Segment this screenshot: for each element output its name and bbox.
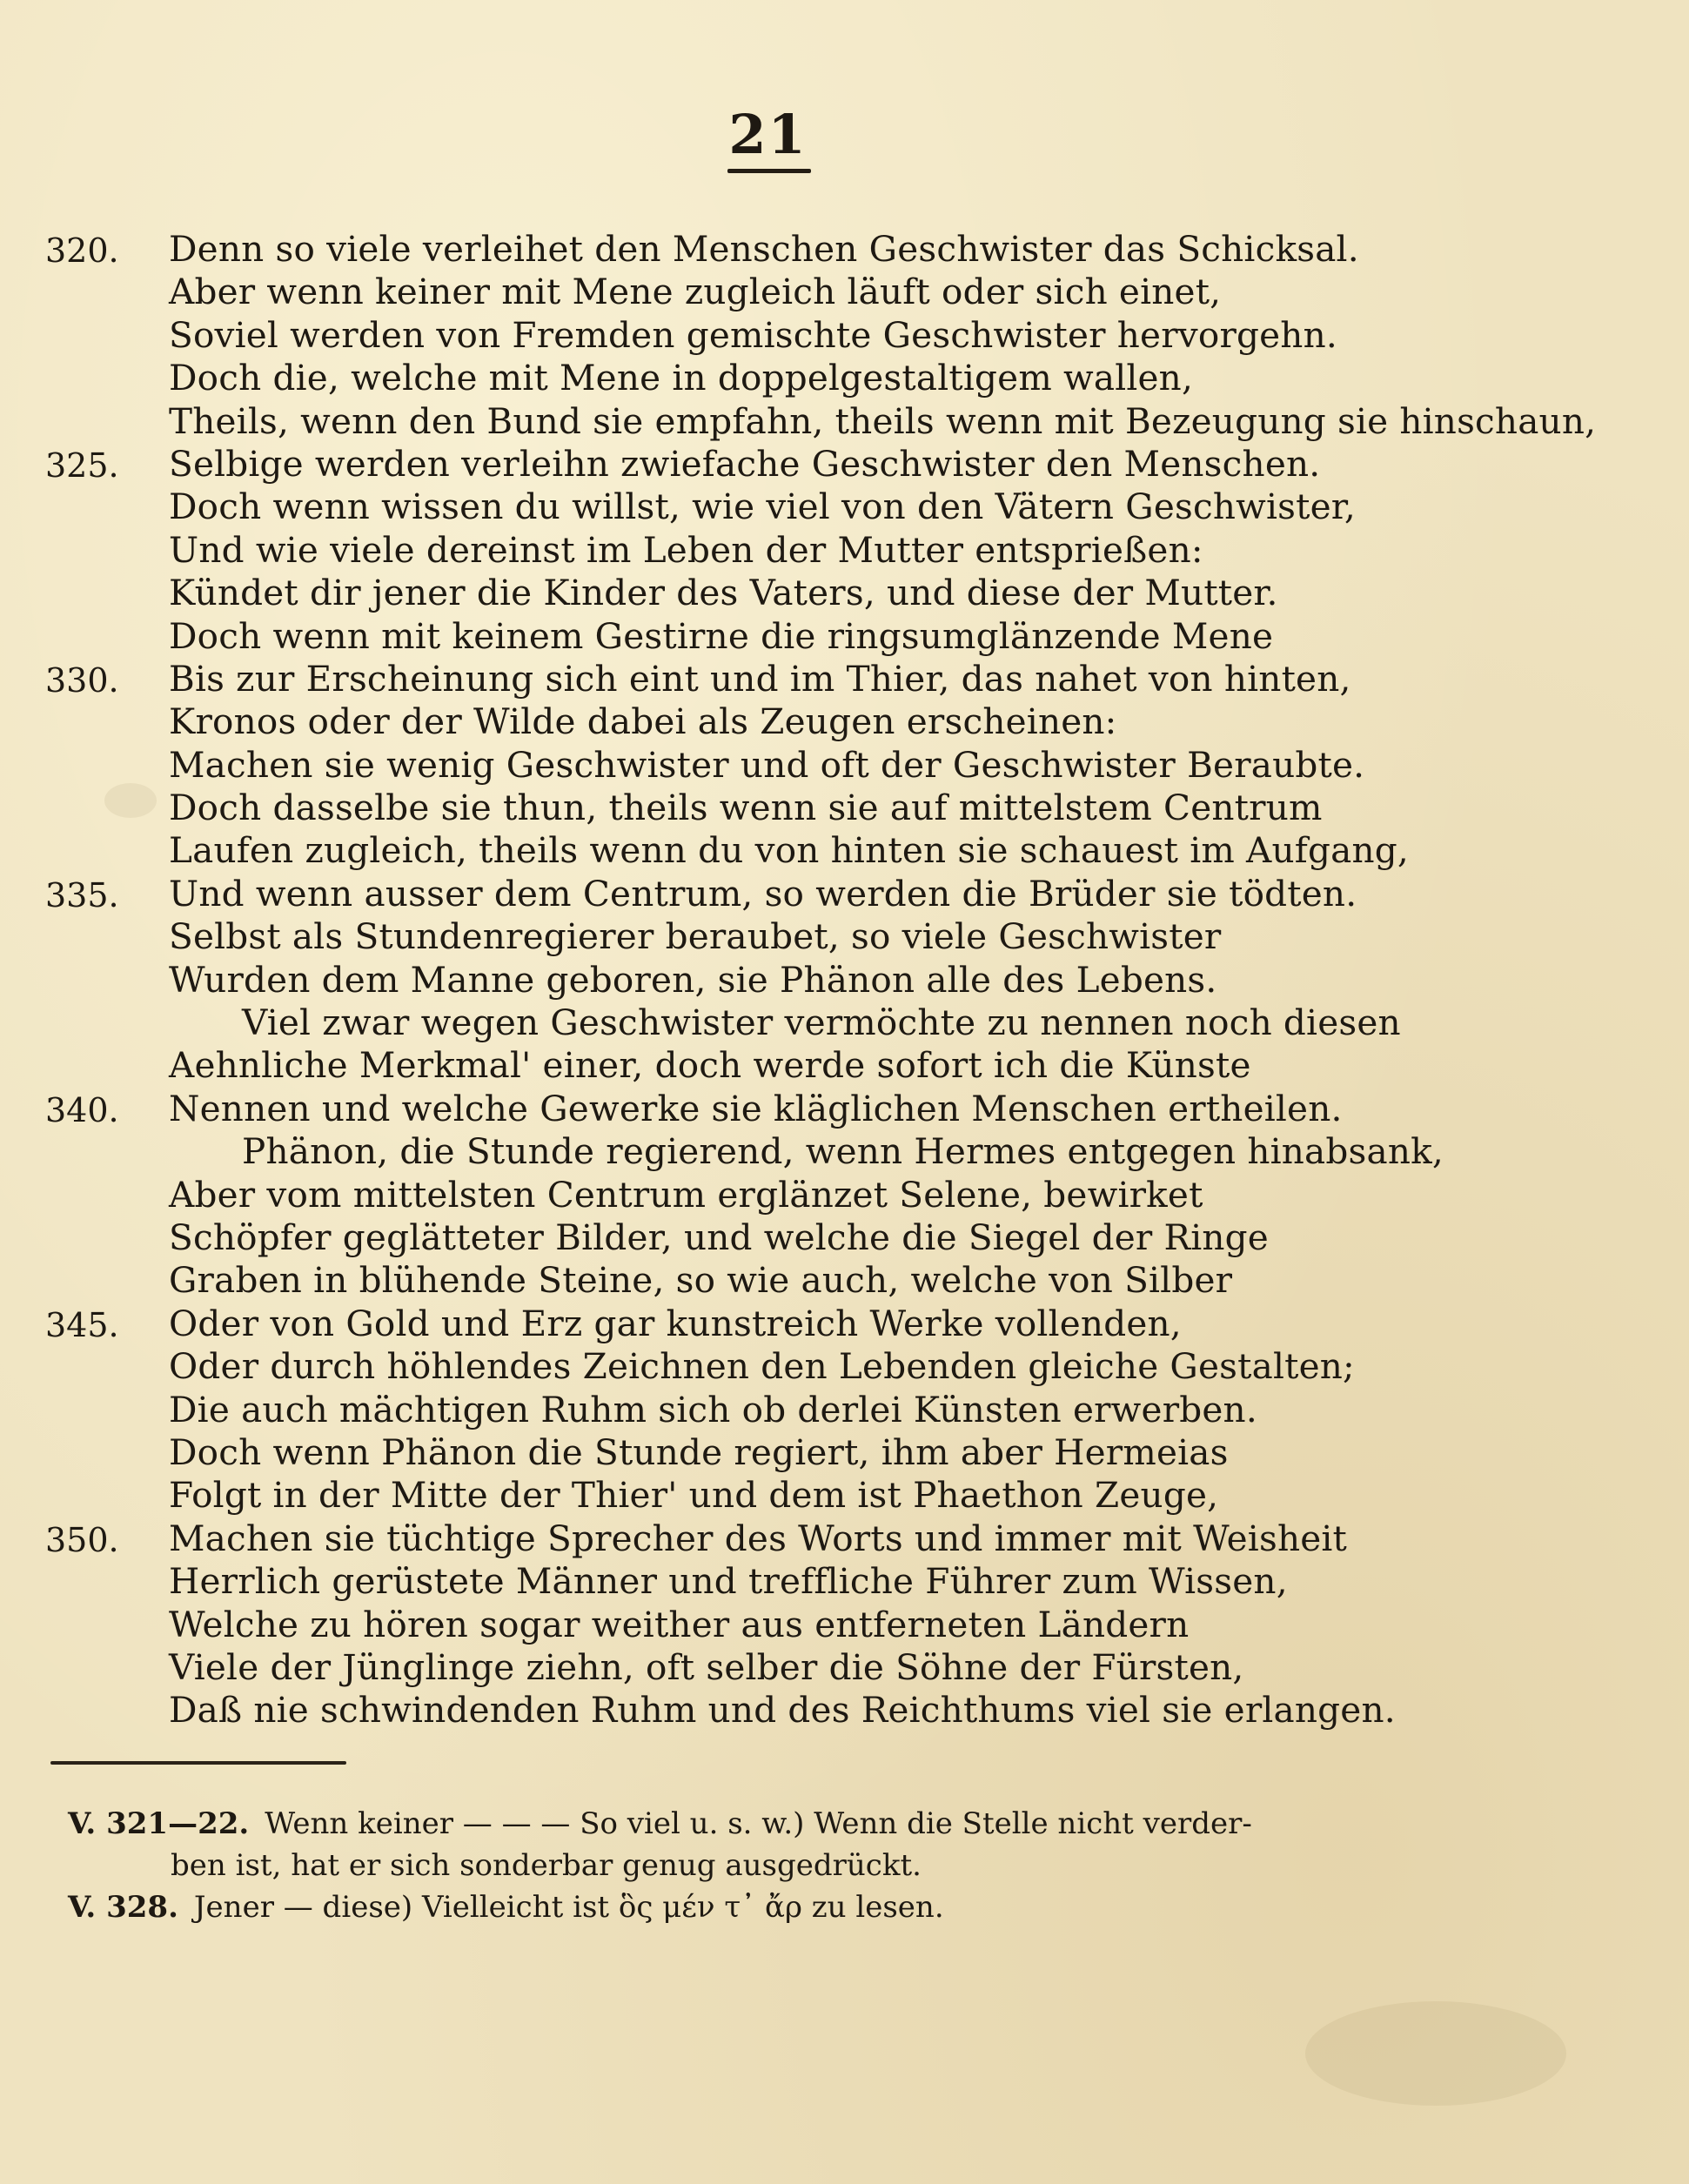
verse-text: Folgt in der Mitte der Thier' und dem ist Phaethon Zeuge, (169, 1474, 1219, 1517)
verse-text: Theils, wenn den Bund sie empfahn, theils wenn mit Bezeugung sie hinschaun, (169, 399, 1597, 442)
verse-line (0, 612, 1689, 657)
verse-text: Doch dasselbe sie thun, theils wenn sie auf mittelstem Centrum (169, 787, 1323, 829)
paper-stain (1305, 2001, 1566, 2106)
line-number: 330. (45, 660, 119, 700)
footnote (68, 1848, 1530, 1890)
footnote (68, 1890, 1530, 1932)
verse-text: Oder von Gold und Erz gar kunstreich Werke vollenden, (169, 1302, 1182, 1344)
verse-line (0, 1299, 1689, 1342)
footnote (68, 1806, 1530, 1848)
verse-text: Schöpfer geglätteter Bilder, und welche die Siegel der Ringe (169, 1216, 1269, 1258)
verse-text: Phänon, die Stunde regierend, wenn Hermes entgegen hinabsank, (242, 1130, 1444, 1173)
verse-line (0, 869, 1689, 912)
line-number: 335. (45, 875, 119, 914)
verse-line (0, 783, 1689, 829)
verse-line (0, 1514, 1689, 1557)
verse-line (0, 1127, 1689, 1173)
verse-text: Und wie viele dereinst im Leben der Mutter entsprießen: (169, 528, 1203, 571)
verse-line (0, 526, 1689, 571)
verse-text: Aber wenn keiner mit Mene zugleich läuft oder sich einet, (169, 271, 1222, 313)
verse-line (0, 482, 1689, 528)
line-number: 350. (45, 1520, 119, 1559)
verse-line (0, 1557, 1689, 1603)
page-number: 21 (728, 103, 808, 166)
verse-text: Die auch mächtigen Ruhm sich ob derlei Künsten erwerben. (169, 1388, 1257, 1430)
verse-line (0, 1428, 1689, 1471)
verse-line (0, 697, 1689, 743)
footnote-ref: V. 328. (68, 1890, 178, 1925)
verse-line (0, 912, 1689, 958)
verse-line (0, 1685, 1689, 1732)
verse-text: Welche zu hören sogar weither aus entferneten Ländern (169, 1603, 1190, 1645)
verse-text: Doch die, welche mit Mene in doppelgestaltigem wallen, (169, 357, 1194, 399)
verse-text: Aber vom mittelsten Centrum erglänzet Selene, bewirket (169, 1173, 1203, 1216)
verse-text: Herrlich gerüstete Männer und treffliche Führer zum Wissen, (169, 1560, 1288, 1603)
verse-text: Denn so viele verleihet den Menschen Geschwister das Schicksal. (169, 228, 1359, 270)
verse-line (0, 267, 1689, 313)
line-number: 325. (45, 446, 119, 485)
line-number: 320. (45, 231, 119, 270)
verse-line (0, 439, 1689, 485)
verse-text: Oder durch höhlendes Zeichnen den Lebenden gleiche Gestalten; (169, 1345, 1355, 1388)
verse-line (0, 1342, 1689, 1388)
verse-line (0, 740, 1689, 786)
verse-text: Laufen zugleich, theils wenn du von hinten sie schauest im Aufgang, (169, 829, 1409, 872)
verse-line (0, 1471, 1689, 1517)
verse-line (0, 955, 1689, 1001)
verse-line (0, 1600, 1689, 1643)
header-rule (727, 169, 811, 173)
footnote-ref: V. 321—22. (68, 1806, 250, 1841)
verse-line (0, 224, 1689, 270)
verse-line (0, 568, 1689, 614)
footnote-rule (50, 1761, 346, 1765)
verse-text: Graben in blühende Steine, so wie auch, welche von Silber (169, 1259, 1233, 1302)
verse-text: Aehnliche Merkmal' einer, doch werde sofort ich die Künste (169, 1044, 1251, 1087)
verse-line (0, 397, 1689, 442)
footnote-text: ben ist, hat er sich sonderbar genug ausgedrückt. (171, 1848, 922, 1883)
verse-line (0, 998, 1689, 1044)
verse-text: Machen sie wenig Geschwister und oft der Geschwister Beraubte. (169, 743, 1365, 786)
verse-line (0, 1643, 1689, 1688)
verse-line (0, 1256, 1689, 1302)
verse-text: Bis zur Erscheinung sich eint und im Thier, das nahet von hinten, (169, 657, 1351, 700)
verse-text: Kündet dir jener die Kinder des Vaters, und diese der Mutter. (169, 572, 1278, 614)
verse-text: Und wenn ausser dem Centrum, so werden die Brüder sie tödten. (169, 872, 1357, 914)
verse-line (0, 1385, 1689, 1428)
verse-text: Viel zwar wegen Geschwister vermöchte zu nennen noch diesen (242, 1002, 1401, 1044)
verse-line (0, 1084, 1689, 1127)
footnotes (68, 1806, 1530, 1932)
verse-text: Wurden dem Manne geboren, sie Phänon alle des Lebens. (169, 958, 1217, 1001)
poem-text (0, 224, 1689, 1732)
verse-text: Kronos oder der Wilde dabei als Zeugen erscheinen: (169, 700, 1117, 743)
verse-text: Selbige werden verleihn zwiefache Geschwister den Menschen. (169, 442, 1321, 485)
verse-text: Doch wenn Phänon die Stunde regiert, ihm aber Hermeias (169, 1430, 1229, 1473)
verse-text: Doch wenn wissen du willst, wie viel von den Vätern Geschwister, (169, 486, 1356, 528)
verse-line (0, 1213, 1689, 1256)
verse-line (0, 311, 1689, 356)
footnote-text: Wenn keiner — — — So viel u. s. w.) Wenn die Stelle nicht verder- (265, 1806, 1252, 1841)
verse-line (0, 826, 1689, 872)
verse-line (0, 1041, 1689, 1087)
verse-text: Machen sie tüchtige Sprecher des Worts und immer mit Weisheit (169, 1517, 1348, 1559)
verse-line (0, 654, 1689, 700)
verse-text: Nennen und welche Gewerke sie kläglichen Menschen ertheilen. (169, 1087, 1343, 1129)
verse-text: Doch wenn mit keinem Gestirne die ringsumglänzende Mene (169, 614, 1274, 657)
verse-text: Viele der Jünglinge ziehn, oft selber die Söhne der Fürsten, (169, 1645, 1244, 1688)
footnote-text: Jener — diese) Vielleicht ist ὃς μέν τ᾽ ἄρ zu lesen. (193, 1890, 944, 1925)
line-number: 345. (45, 1305, 119, 1344)
verse-line (0, 353, 1689, 399)
verse-line (0, 1170, 1689, 1216)
verse-text: Daß nie schwindenden Ruhm und des Reichthums viel sie erlangen. (169, 1689, 1396, 1732)
verse-text: Soviel werden von Fremden gemischte Geschwister hervorgehn. (169, 313, 1337, 356)
line-number: 340. (45, 1090, 119, 1129)
verse-text: Selbst als Stundenregierer beraubet, so viele Geschwister (169, 915, 1222, 958)
